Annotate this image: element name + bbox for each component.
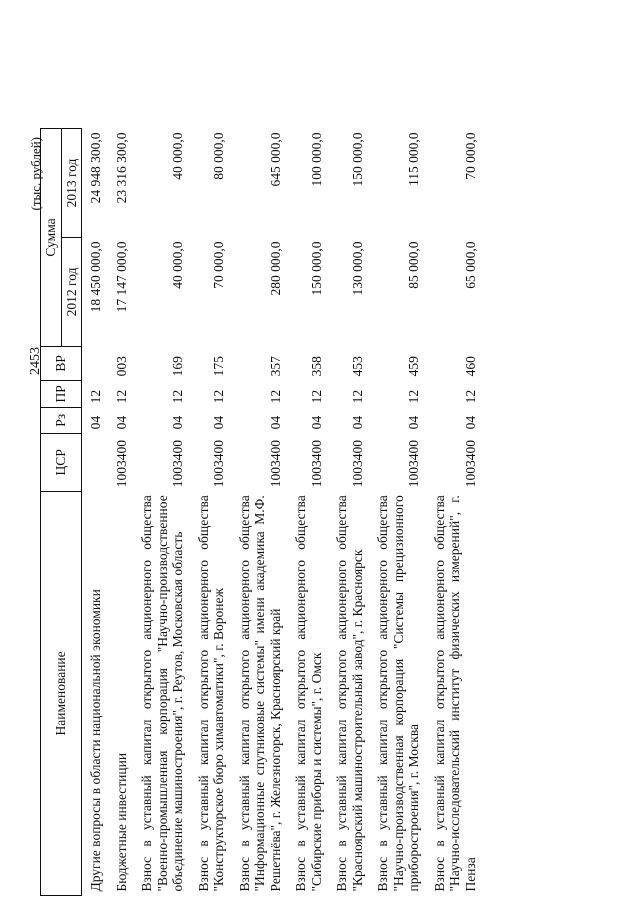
row-vr: 453 [349,356,365,377]
row-sum-2013: 115 000,0 [406,132,422,186]
row-vr: 169 [170,356,186,377]
units-label: (тыс. рублей) [28,137,43,211]
row-name: Взнос в уставный капитал открытого акционерного общества "Конструкторское бюро химавтоматики", г. Воронеж [195,495,227,892]
row-sum-2013: 24 948 300,0 [88,132,104,204]
row-pr: 12 [211,389,227,404]
header-2013: 2013 год [61,129,82,238]
row-pr: 12 [170,389,186,404]
row-sum-2012: 85 000,0 [406,241,422,289]
row-vr: 358 [308,356,324,377]
table-row [287,129,328,896]
row-rz: 04 [308,415,324,430]
row-csr: 1003400 [113,440,129,488]
table-row [133,129,190,896]
row-csr [82,433,108,491]
table-row [426,129,483,896]
row-csr: 1003400 [406,440,422,488]
row-csr: 1003400 [267,440,283,488]
row-name: Бюджетные инвестиции [113,752,129,892]
table-row [108,129,134,896]
row-sum-2012: 40 000,0 [170,241,186,289]
row-csr: 1003400 [462,440,478,488]
row-sum-2012: 65 000,0 [462,241,478,289]
row-sum-2012: 17 147 000,0 [113,241,129,313]
table-row [369,129,426,896]
row-name: Взнос в уставный капитал открытого акционерного общества "Научно-производственная корпорация "Системы прецизионного приборостроения", г. Москва [375,495,422,892]
table-row [231,129,288,896]
row-pr: 12 [406,389,422,404]
row-pr: 12 [462,389,478,404]
row-rz: 04 [211,415,227,430]
row-name: Взнос в уставный капитал открытого акционерного общества "Научно-исследовательский институт физических измерений", г. Пенза [431,495,478,892]
row-vr [82,346,108,380]
row-sum-2013: 40 000,0 [170,132,186,180]
row-pr: 12 [308,389,324,404]
table-header [41,129,82,896]
budget-table [40,128,482,896]
row-name: Взнос в уставный капитал открытого акционерного общества "Сибирские приборы и системы", г. Омск [293,495,324,892]
row-name: Другие вопросы в области национальной экономики [88,589,104,892]
page-number: 2453 [28,347,43,375]
row-vr: 003 [113,356,129,377]
row-sum-2012: 70 000,0 [211,241,227,289]
row-sum-2013: 80 000,0 [211,132,227,180]
row-rz: 04 [267,415,283,430]
header-csr: ЦСР [41,433,82,491]
row-pr: 12 [88,389,104,404]
table-body [82,129,483,896]
row-csr: 1003400 [308,440,324,488]
row-pr: 12 [113,389,129,404]
row-csr: 1003400 [170,440,186,488]
row-vr: 175 [211,356,227,377]
row-rz: 04 [349,415,365,430]
row-rz: 04 [170,415,186,430]
row-csr: 1003400 [349,440,365,488]
row-name: Взнос в уставный капитал открытого акционерного общества "Военно-промышленная корпорация "Научно-производственное объединение машиностроения", г. Реутов, Московская область [139,495,186,892]
header-vr: ВР [41,346,82,380]
row-rz: 04 [462,415,478,430]
row-rz: 04 [113,415,129,430]
header-rz: Рз [41,407,82,433]
header-sum: Сумма [41,129,62,347]
row-vr: 459 [406,356,422,377]
row-sum-2013: 645 000,0 [267,132,283,187]
row-name: Взнос в уставный капитал открытого акционерного общества "Красноярский машиностроительный завод", г. Красноярск [334,495,365,892]
row-sum-2012: 130 000,0 [349,241,365,296]
table-row [328,129,369,896]
row-pr: 12 [349,389,365,404]
header-2012: 2012 год [61,237,82,346]
row-sum-2013: 23 316 300,0 [113,132,129,204]
table-row [190,129,231,896]
row-pr: 12 [267,389,283,404]
row-vr: 460 [462,356,478,377]
row-sum-2013: 70 000,0 [462,132,478,180]
table-row [82,129,108,896]
row-sum-2012: 18 450 000,0 [88,241,104,313]
row-rz: 04 [406,415,422,430]
row-sum-2012: 280 000,0 [267,241,283,296]
header-pr: ПР [41,380,82,407]
row-sum-2012: 150 000,0 [308,241,324,296]
row-vr: 357 [267,356,283,377]
row-csr: 1003400 [211,440,227,488]
row-name: Взнос в уставный капитал открытого акционерного общества "Информационные спутниковые системы" имени академика М.Ф. Решетнёва", г. Железногорск, Красноярский край [236,495,283,892]
header-name: Наименование [41,491,82,895]
row-sum-2013: 150 000,0 [349,132,365,187]
row-rz: 04 [88,415,104,430]
row-sum-2013: 100 000,0 [308,132,324,187]
